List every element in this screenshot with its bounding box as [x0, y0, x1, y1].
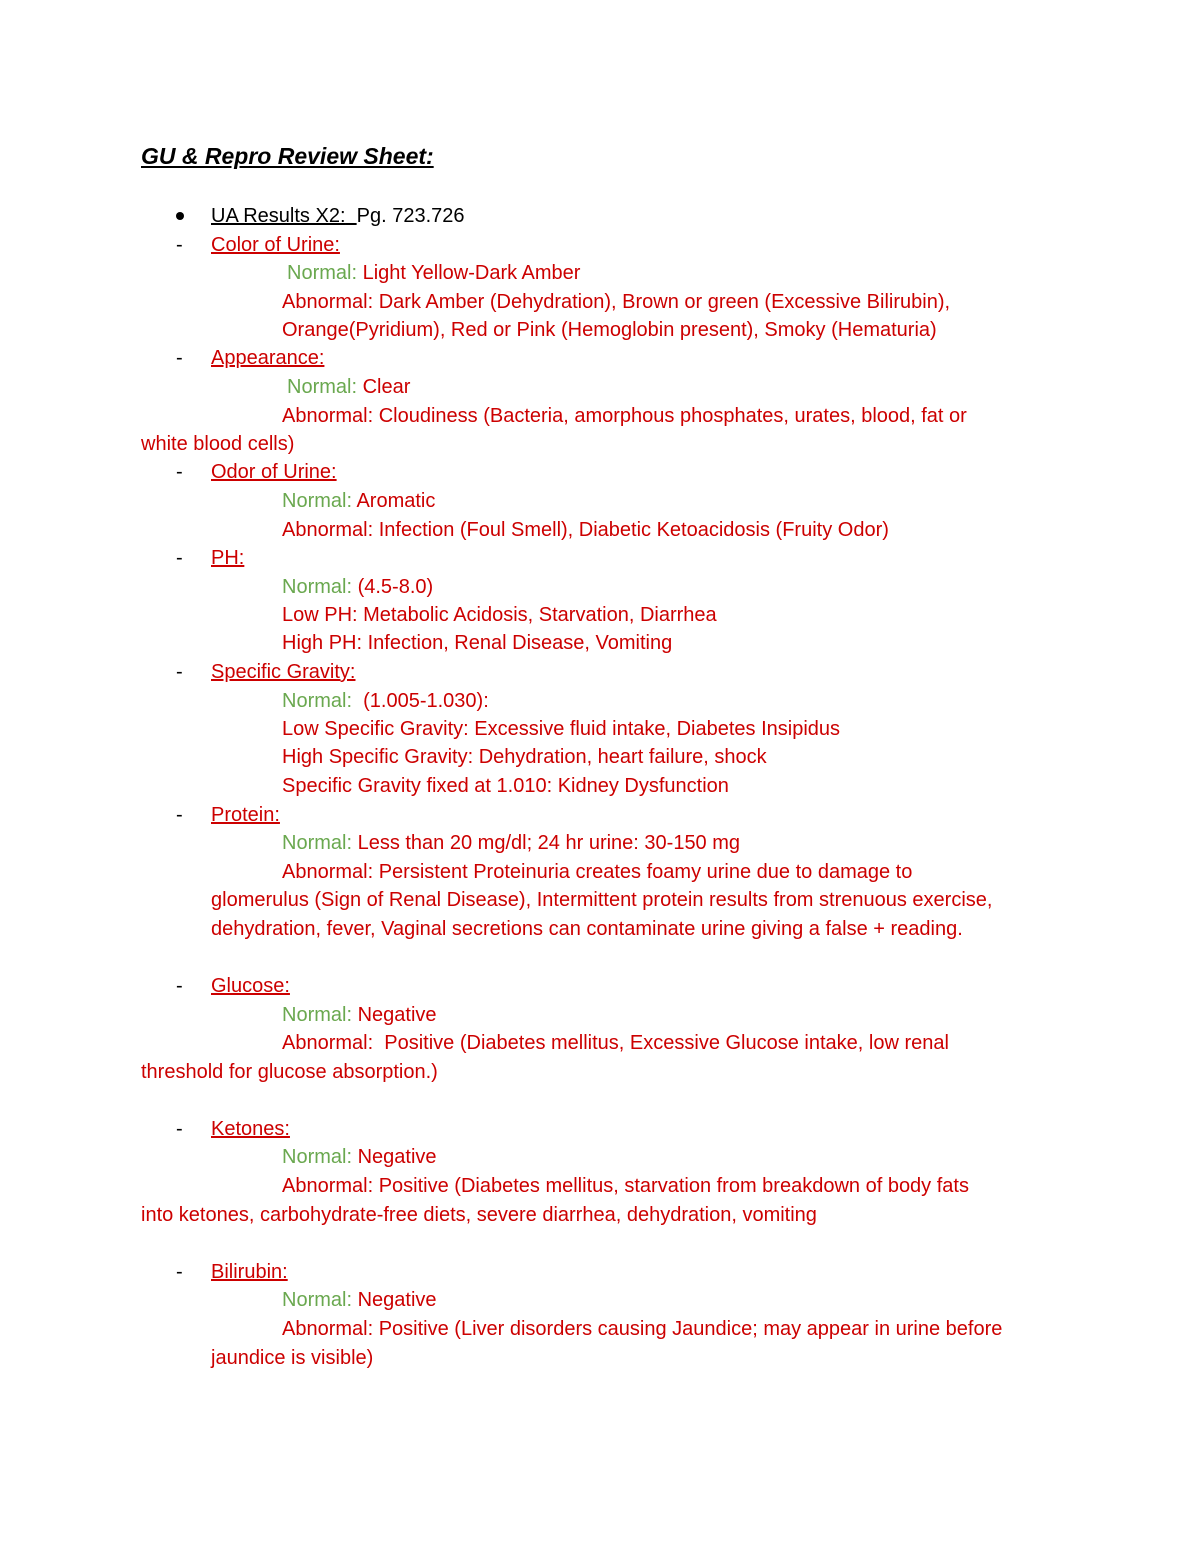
dash-marker: - — [176, 547, 183, 569]
page-title: GU & Repro Review Sheet: — [141, 143, 434, 169]
dash-marker: - — [176, 347, 183, 369]
appearance-abnormal-cont: white blood cells) — [141, 433, 295, 455]
sg-normal: Normal: (1.005-1.030): — [282, 690, 489, 712]
ua-results-line — [211, 204, 465, 228]
protein-abnormal-cont-2: dehydration, fever, Vaginal secretions can contaminate urine giving a false + reading. — [211, 918, 963, 940]
protein-abnormal-cont: glomerulus (Sign of Renal Disease), Intermittent protein results from strenuous exercise, — [211, 889, 993, 911]
bilirubin-abnormal: Abnormal: Positive (Liver disorders causing Jaundice; may appear in urine before — [282, 1318, 1003, 1340]
ketones-heading: Ketones: — [211, 1118, 290, 1140]
dash-marker: - — [176, 1118, 183, 1140]
dash-marker: - — [176, 804, 183, 826]
glucose-normal: Normal: Negative — [282, 1004, 437, 1026]
protein-heading: Protein: — [211, 804, 280, 826]
ua-results-label: UA Results X2: — [211, 205, 346, 227]
bullet-icon — [176, 212, 184, 220]
dash-marker: - — [176, 234, 183, 256]
sg-low: Low Specific Gravity: Excessive fluid intake, Diabetes Insipidus — [282, 718, 841, 740]
color-heading: Color of Urine: — [211, 234, 340, 256]
sg-heading: Specific Gravity: — [211, 661, 356, 683]
sg-high: High Specific Gravity: Dehydration, heart failure, shock — [282, 746, 767, 768]
dash-marker: - — [176, 1261, 183, 1283]
dash-marker: - — [176, 461, 183, 483]
odor-heading: Odor of Urine: — [211, 461, 337, 483]
color-abnormal: Abnormal: Dark Amber (Dehydration), Brown or green (Excessive Bilirubin), — [282, 291, 951, 313]
glucose-abnormal: Abnormal: Positive (Diabetes mellitus, Excessive Glucose intake, low renal — [282, 1032, 949, 1054]
bilirubin-abnormal-cont: jaundice is visible) — [211, 1347, 374, 1369]
ph-low: Low PH: Metabolic Acidosis, Starvation, Diarrhea — [282, 604, 717, 626]
ph-heading: PH: — [211, 547, 245, 569]
bilirubin-normal: Normal: Negative — [282, 1289, 437, 1311]
ph-normal: Normal: (4.5-8.0) — [282, 576, 434, 598]
color-abnormal-cont: Orange(Pyridium), Red or Pink (Hemoglobin present), Smoky (Hematuria) — [282, 319, 937, 341]
protein-abnormal: Abnormal: Persistent Proteinuria creates foamy urine due to damage to — [282, 861, 913, 883]
dash-marker: - — [176, 661, 183, 683]
ph-high: High PH: Infection, Renal Disease, Vomiting — [282, 632, 673, 654]
appearance-heading: Appearance: — [211, 347, 325, 369]
protein-normal: Normal: Less than 20 mg/dl; 24 hr urine: 30-150 mg — [282, 832, 741, 854]
bilirubin-heading: Bilirubin: — [211, 1261, 288, 1283]
sg-fixed: Specific Gravity fixed at 1.010: Kidney Dysfunction — [282, 775, 729, 797]
ketones-abnormal: Abnormal: Positive (Diabetes mellitus, starvation from breakdown of body fats — [282, 1175, 969, 1197]
dash-marker: - — [176, 975, 183, 997]
glucose-heading: Glucose: — [211, 975, 290, 997]
ua-results-pages: Pg. 723.726 — [356, 205, 465, 227]
appearance-abnormal: Abnormal: Cloudiness (Bacteria, amorphous phosphates, urates, blood, fat or — [282, 405, 967, 427]
ketones-normal: Normal: Negative — [282, 1146, 437, 1168]
odor-normal: Normal: Aromatic — [282, 490, 436, 512]
appearance-normal: Normal: Clear — [287, 376, 411, 398]
color-normal: Normal: Light Yellow-Dark Amber — [287, 262, 581, 284]
ketones-abnormal-cont: into ketones, carbohydrate-free diets, severe diarrhea, dehydration, vomiting — [141, 1204, 817, 1226]
glucose-abnormal-cont: threshold for glucose absorption.) — [141, 1061, 438, 1083]
odor-abnormal: Abnormal: Infection (Foul Smell), Diabetic Ketoacidosis (Fruity Odor) — [282, 519, 889, 541]
